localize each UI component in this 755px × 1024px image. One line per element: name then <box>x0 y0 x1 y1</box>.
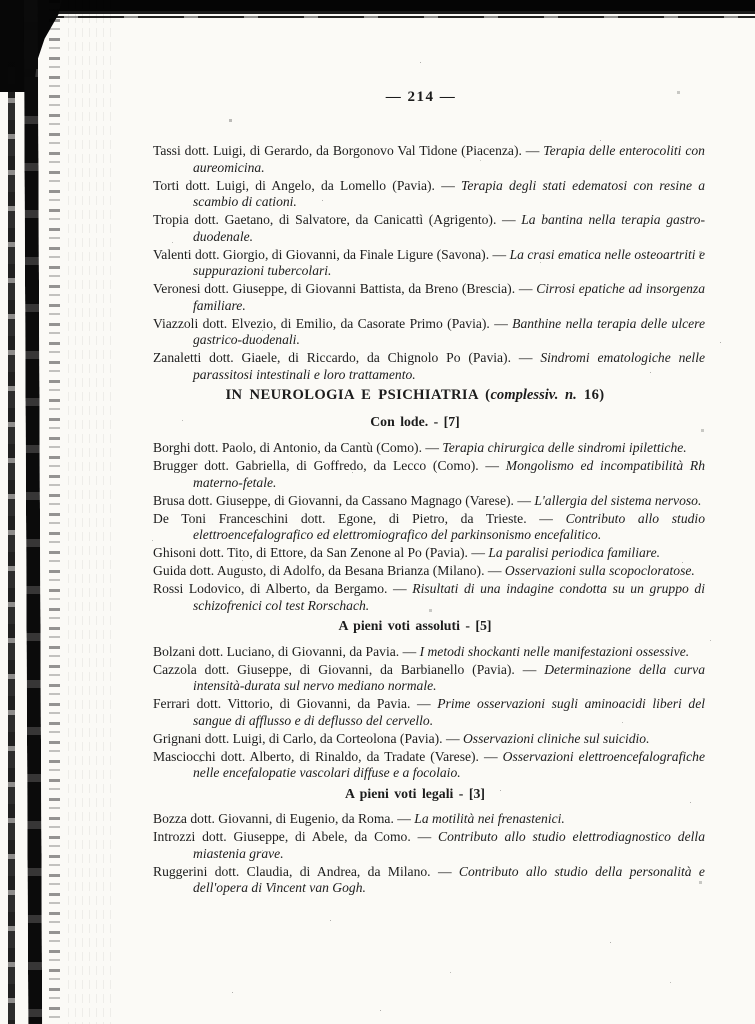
graduate-name: Veronesi dott. Giuseppe, di Giovanni Battista, da Breno (Brescia). <box>153 281 516 296</box>
graduate-name: Valenti dott. Giorgio, di Giovanni, da Finale Ligure (Savona). <box>153 246 490 262</box>
graduate-entry <box>153 247 705 280</box>
section-heading-neurologia <box>139 387 691 404</box>
thesis-title: L'allergia del sistema nervoso. <box>534 492 702 508</box>
graduates-list-con-lode <box>153 440 705 614</box>
graduate-entry <box>153 864 705 897</box>
thesis-title: Cirrosi epatiche ad insorgenza familiare. <box>193 281 705 313</box>
section-heading-text: IN NEUROLOGIA E PSICHIATRIA ( <box>225 387 491 403</box>
thesis-title: Osservazioni elettroencefalografiche nelle encefalopatie vascolari diffuse e a focolaio. <box>193 748 705 780</box>
graduate-name: Viazzoli dott. Elvezio, di Emilio, da Casorate Primo (Pavia). <box>153 315 490 331</box>
thesis-title: La crasi ematica nelle osteoartriti e suppurazioni tubercolari. <box>193 246 705 278</box>
dash-separator: — <box>492 246 507 262</box>
thesis-title: Contributo allo studio elettrodiagnostico della miastenia grave. <box>193 829 705 861</box>
graduates-list-legali <box>153 811 705 897</box>
dash-separator: — <box>445 730 460 746</box>
subsection-heading-con-lode: Con lode. - [7] <box>370 413 460 429</box>
thesis-title: Mongolismo ed incompatibilità Rh materno-fetale. <box>193 458 705 490</box>
dash-separator: — <box>484 748 498 764</box>
dash-separator: — <box>517 492 531 508</box>
dash-separator: — <box>502 212 516 227</box>
graduate-name: Tassi dott. Luigi, di Gerardo, da Borgonovo Val Tidone (Piacenza). <box>153 143 522 158</box>
dash-separator: — <box>494 315 508 331</box>
graduate-name: Masciocchi dott. Alberto, di Rinaldo, da Tradate (Varese). <box>153 748 479 764</box>
thesis-title: Contributo allo studio della personalità e dell'opera di Vincent van Gogh. <box>193 863 705 895</box>
dash-separator: — <box>522 661 537 677</box>
graduate-name: Borghi dott. Paolo, di Antonio, da Cantù (Como). <box>153 440 422 455</box>
graduate-name: Guida dott. Augusto, di Adolfo, da Besana Brianza (Milano). <box>153 563 485 578</box>
binding-stripe-speckled <box>49 0 60 1024</box>
graduate-entry <box>153 731 705 748</box>
binding-stripe <box>24 0 42 1024</box>
thesis-title: La bantina nella terapia gastro-duodenale. <box>193 212 705 244</box>
thesis-title: Prime osservazioni sugli aminoacidi liberi del sangue di afflusso e di deflusso del cervello. <box>193 696 706 728</box>
dash-separator: — <box>518 350 533 365</box>
graduate-entry <box>153 829 705 862</box>
dash-separator: — <box>471 545 485 560</box>
graduate-name: Cazzola dott. Giuseppe, di Giovanni, da Barbianello (Pavia). <box>153 661 515 677</box>
thesis-title: Determinazione della curva intensità-durata sul nervo mediano normale. <box>193 661 705 693</box>
graduate-entry <box>153 281 705 314</box>
binding-stripe <box>8 48 15 1024</box>
graduate-entry <box>153 458 705 491</box>
graduate-entry <box>153 316 705 349</box>
graduates-list-continued <box>153 143 705 383</box>
thesis-title: Risultati di una indagine condotta su un gruppo di schizofrenici col test Rorschach. <box>193 581 705 613</box>
thesis-title: Terapia delle enterocoliti con aureomicina. <box>193 143 705 175</box>
dash-separator: — <box>437 863 452 879</box>
graduate-name: Tropia dott. Gaetano, di Salvatore, da Canicattì (Agrigento). <box>153 212 497 227</box>
subsection-heading-legali: A pieni voti legali - [3] <box>345 785 485 801</box>
graduate-entry <box>153 212 705 245</box>
graduates-list-assoluti <box>153 644 705 782</box>
dash-separator: — <box>402 643 417 659</box>
graduate-entry <box>153 662 705 695</box>
dash-separator: — <box>539 510 553 526</box>
thesis-title: La paralisi periodica familiare. <box>488 545 660 560</box>
graduate-entry <box>153 696 705 729</box>
graduate-entry <box>153 563 705 580</box>
thesis-title: Osservazioni sulla scopocloratose. <box>504 563 695 578</box>
thesis-title: Osservazioni cliniche sul suicidio. <box>462 730 650 746</box>
graduate-name: Ghisoni dott. Tito, di Ettore, da San Zenone al Po (Pavia). <box>153 545 468 560</box>
graduate-name: Torti dott. Luigi, di Angelo, da Lomello (Pavia). <box>153 177 435 193</box>
graduate-entry <box>153 178 705 211</box>
graduate-name: Brugger dott. Gabriella, di Goffredo, da Lecco (Como). <box>153 458 479 473</box>
dash-separator: — <box>393 581 407 596</box>
graduate-name: Grignani dott. Luigi, di Carlo, da Corteolona (Pavia). <box>153 730 443 746</box>
graduate-name: Brusa dott. Giuseppe, di Giovanni, da Cassano Magnago (Varese). <box>153 492 514 508</box>
thesis-title: La motilità nei frenastenici. <box>414 811 565 826</box>
graduate-name: De Toni Franceschini dott. Egone, di Pietro, da Trieste. <box>153 510 527 526</box>
thesis-title: Terapia chirurgica delle sindromi ipilettiche. <box>442 440 687 455</box>
graduate-entry <box>153 511 705 544</box>
graduate-entry <box>153 350 705 383</box>
dash-separator: — <box>417 696 431 711</box>
graduate-entry <box>153 749 705 782</box>
section-heading-italic: complessiv. n. <box>490 387 577 403</box>
graduate-name: Rossi Lodovico, di Alberto, da Bergamo. <box>153 581 388 596</box>
thesis-title: Banthine nella terapia delle ulcere gastrico-duodenali. <box>193 315 705 347</box>
page-content <box>153 143 705 898</box>
binding-faint-lines <box>68 0 116 1024</box>
thesis-title: Sindromi ematologiche nelle parassitosi intestinali e loro trattamento. <box>193 350 706 382</box>
thesis-title: Terapia degli stati edematosi con resine a scambio di cationi. <box>193 177 705 209</box>
graduate-entry <box>153 143 705 176</box>
graduate-name: Bozza dott. Giovanni, di Eugenio, da Roma. <box>153 811 394 826</box>
dash-separator: — <box>518 281 533 296</box>
graduate-entry <box>153 545 705 562</box>
graduate-entry <box>153 440 705 457</box>
dash-separator: — <box>397 811 411 826</box>
dash-separator: — <box>525 143 540 158</box>
graduate-name: Ruggerini dott. Claudia, di Andrea, da Milano. <box>153 863 431 879</box>
thesis-title: Contributo allo studio elettroencefalografico ed elettromiografico del parkinsonismo encefalitico. <box>193 510 705 542</box>
graduate-entry <box>153 581 705 614</box>
thesis-title: I metodi shockanti nelle manifestazioni ossessive. <box>419 643 690 659</box>
graduate-entry <box>153 493 705 510</box>
section-heading-tail: 16) <box>583 387 605 403</box>
scan-edge-top-line <box>18 16 755 18</box>
dash-separator: — <box>441 177 455 193</box>
graduate-name: Zanaletti dott. Giaele, di Riccardo, da Chignolo Po (Pavia). <box>153 350 511 365</box>
paper-noise-speckles <box>0 0 1 1</box>
dash-separator: — <box>425 440 439 455</box>
page-number: — 214 — <box>385 89 457 105</box>
subsection-heading-assoluti: A pieni voti assoluti - [5] <box>338 618 492 633</box>
graduate-name: Bolzani dott. Luciano, di Giovanni, da Pavia. <box>153 643 400 659</box>
dash-separator: — <box>487 563 502 578</box>
graduate-entry <box>153 644 705 661</box>
graduate-name: Introzzi dott. Giuseppe, di Abele, da Como. <box>153 829 411 844</box>
dash-separator: — <box>417 829 432 844</box>
dash-separator: — <box>485 458 499 473</box>
graduate-entry <box>153 811 705 828</box>
graduate-name: Ferrari dott. Vittorio, di Giovanni, da Pavia. <box>153 696 411 711</box>
